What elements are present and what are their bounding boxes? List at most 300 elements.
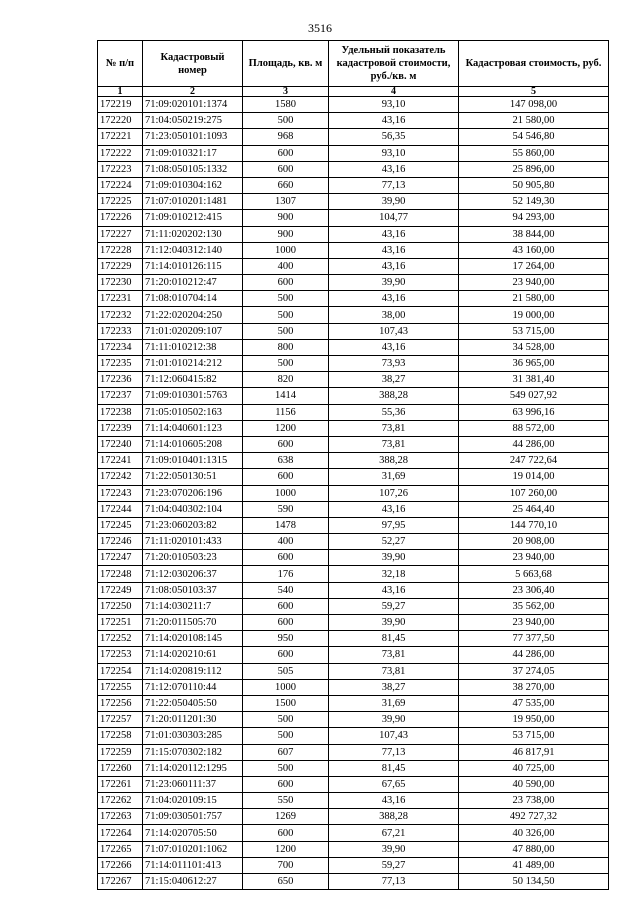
cadastral-value-cell: 25 464,40 (459, 501, 609, 517)
specific-value-cell: 77,13 (329, 874, 459, 890)
cadastral-value-cell: 19 950,00 (459, 712, 609, 728)
cadastral-number-cell: 71:14:040601:123 (143, 420, 243, 436)
cadastral-number-cell: 71:04:020109:15 (143, 793, 243, 809)
table-row (98, 129, 609, 145)
cadastral-number-cell: 71:14:011101:413 (143, 857, 243, 873)
cadastral-number-cell: 71:20:010503:23 (143, 550, 243, 566)
cadastral-value-cell: 17 264,00 (459, 258, 609, 274)
cadastral-value-cell: 50 134,50 (459, 874, 609, 890)
header-row-number: № п/п (98, 41, 143, 87)
specific-value-cell: 67,65 (329, 776, 459, 792)
cadastral-value-cell: 88 572,00 (459, 420, 609, 436)
cadastral-number-cell: 71:07:010201:1481 (143, 194, 243, 210)
specific-value-cell: 43,16 (329, 258, 459, 274)
column-number: 2 (143, 87, 243, 97)
table-row (98, 372, 609, 388)
cadastral-number-cell: 71:22:020204:250 (143, 307, 243, 323)
table-row (98, 275, 609, 291)
row-number-cell: 172225 (98, 194, 143, 210)
area-cell: 590 (243, 501, 329, 517)
cadastral-number-cell: 71:01:030303:285 (143, 728, 243, 744)
cadastral-number-cell: 71:08:050105:1332 (143, 161, 243, 177)
row-number-cell: 172223 (98, 161, 143, 177)
table-row (98, 841, 609, 857)
cadastral-value-cell: 20 908,00 (459, 534, 609, 550)
table-row (98, 631, 609, 647)
specific-value-cell: 56,35 (329, 129, 459, 145)
cadastral-number-cell: 71:07:010201:1062 (143, 841, 243, 857)
specific-value-cell: 73,81 (329, 420, 459, 436)
table-row (98, 550, 609, 566)
area-cell: 1500 (243, 695, 329, 711)
area-cell: 500 (243, 760, 329, 776)
area-cell: 900 (243, 210, 329, 226)
cadastral-number-cell: 71:14:020705:50 (143, 825, 243, 841)
cadastral-value-cell: 53 715,00 (459, 323, 609, 339)
cadastral-value-cell: 53 715,00 (459, 728, 609, 744)
specific-value-cell: 77,13 (329, 177, 459, 193)
table-row (98, 663, 609, 679)
specific-value-cell: 31,69 (329, 695, 459, 711)
header-cadastral-number: Кадастровый номер (143, 41, 243, 87)
row-number-cell: 172228 (98, 242, 143, 258)
area-cell: 1307 (243, 194, 329, 210)
table-row (98, 534, 609, 550)
row-number-cell: 172238 (98, 404, 143, 420)
specific-value-cell: 39,90 (329, 712, 459, 728)
area-cell: 600 (243, 598, 329, 614)
specific-value-cell: 81,45 (329, 760, 459, 776)
table-row (98, 517, 609, 533)
specific-value-cell: 43,16 (329, 582, 459, 598)
area-cell: 500 (243, 712, 329, 728)
cadastral-value-cell: 77 377,50 (459, 631, 609, 647)
header-row (98, 41, 609, 87)
cadastral-number-cell: 71:20:010212:47 (143, 275, 243, 291)
area-cell: 500 (243, 291, 329, 307)
row-number-cell: 172222 (98, 145, 143, 161)
specific-value-cell: 97,95 (329, 517, 459, 533)
header-area: Площадь, кв. м (243, 41, 329, 87)
table-row (98, 194, 609, 210)
area-cell: 600 (243, 825, 329, 841)
cadastral-number-cell: 71:11:020202:130 (143, 226, 243, 242)
row-number-cell: 172237 (98, 388, 143, 404)
specific-value-cell: 38,27 (329, 372, 459, 388)
cadastral-number-cell: 71:14:020112:1295 (143, 760, 243, 776)
row-number-cell: 172258 (98, 728, 143, 744)
specific-value-cell: 59,27 (329, 857, 459, 873)
area-cell: 650 (243, 874, 329, 890)
specific-value-cell: 388,28 (329, 809, 459, 825)
specific-value-cell: 73,93 (329, 356, 459, 372)
table-row (98, 145, 609, 161)
specific-value-cell: 39,90 (329, 194, 459, 210)
cadastral-value-cell: 40 590,00 (459, 776, 609, 792)
cadastral-number-cell: 71:12:030206:37 (143, 566, 243, 582)
specific-value-cell: 81,45 (329, 631, 459, 647)
cadastral-value-cell: 54 546,80 (459, 129, 609, 145)
row-number-cell: 172262 (98, 793, 143, 809)
specific-value-cell: 43,16 (329, 501, 459, 517)
table-row (98, 226, 609, 242)
cadastral-number-cell: 71:12:070110:44 (143, 679, 243, 695)
area-cell: 1156 (243, 404, 329, 420)
cadastral-value-cell: 23 306,40 (459, 582, 609, 598)
row-number-cell: 172251 (98, 615, 143, 631)
table-row (98, 404, 609, 420)
cadastral-number-cell: 71:08:010704:14 (143, 291, 243, 307)
row-number-cell: 172234 (98, 339, 143, 355)
table-row (98, 760, 609, 776)
area-cell: 1269 (243, 809, 329, 825)
row-number-cell: 172261 (98, 776, 143, 792)
area-cell: 1478 (243, 517, 329, 533)
cadastral-value-cell: 50 905,80 (459, 177, 609, 193)
cadastral-value-cell: 5 663,68 (459, 566, 609, 582)
specific-value-cell: 43,16 (329, 113, 459, 129)
area-cell: 1000 (243, 242, 329, 258)
area-cell: 600 (243, 615, 329, 631)
specific-value-cell: 107,43 (329, 728, 459, 744)
column-number: 3 (243, 87, 329, 97)
cadastral-value-cell: 21 580,00 (459, 113, 609, 129)
table-row (98, 388, 609, 404)
table-row (98, 825, 609, 841)
cadastral-value-cell: 25 896,00 (459, 161, 609, 177)
row-number-cell: 172243 (98, 485, 143, 501)
area-cell: 600 (243, 647, 329, 663)
row-number-cell: 172253 (98, 647, 143, 663)
cadastral-number-cell: 71:04:040302:104 (143, 501, 243, 517)
header-cadastral-value: Кадастровая стоимость, руб. (459, 41, 609, 87)
cadastral-value-cell: 19 014,00 (459, 469, 609, 485)
table-row (98, 177, 609, 193)
row-number-cell: 172260 (98, 760, 143, 776)
cadastral-number-cell: 71:05:010502:163 (143, 404, 243, 420)
cadastral-value-cell: 38 270,00 (459, 679, 609, 695)
table-row (98, 776, 609, 792)
specific-value-cell: 39,90 (329, 550, 459, 566)
cadastral-number-cell: 71:20:011505:70 (143, 615, 243, 631)
area-cell: 600 (243, 161, 329, 177)
area-cell: 600 (243, 550, 329, 566)
specific-value-cell: 73,81 (329, 436, 459, 452)
cadastral-number-cell: 71:14:010605:208 (143, 436, 243, 452)
table-row (98, 744, 609, 760)
cadastral-number-cell: 71:09:010304:162 (143, 177, 243, 193)
cadastral-number-cell: 71:14:010126:115 (143, 258, 243, 274)
cadastral-value-cell: 549 027,92 (459, 388, 609, 404)
row-number-cell: 172244 (98, 501, 143, 517)
cadastral-value-cell: 46 817,91 (459, 744, 609, 760)
table-row (98, 323, 609, 339)
cadastral-value-cell: 38 844,00 (459, 226, 609, 242)
cadastral-number-cell: 71:09:010321:17 (143, 145, 243, 161)
cadastral-number-cell: 71:23:050101:1093 (143, 129, 243, 145)
row-number-cell: 172245 (98, 517, 143, 533)
column-number: 1 (98, 87, 143, 97)
row-number-cell: 172235 (98, 356, 143, 372)
row-number-cell: 172254 (98, 663, 143, 679)
row-number-cell: 172265 (98, 841, 143, 857)
row-number-cell: 172250 (98, 598, 143, 614)
header-specific-value: Удельный показатель кадастровой стоимости, руб./кв. м (329, 41, 459, 87)
row-number-cell: 172242 (98, 469, 143, 485)
area-cell: 820 (243, 372, 329, 388)
cadastral-value-cell: 107 260,00 (459, 485, 609, 501)
column-number-row (98, 87, 609, 97)
row-number-cell: 172266 (98, 857, 143, 873)
area-cell: 500 (243, 307, 329, 323)
specific-value-cell: 39,90 (329, 275, 459, 291)
table-row (98, 679, 609, 695)
cadastral-value-cell: 247 722,64 (459, 453, 609, 469)
cadastral-value-cell: 44 286,00 (459, 647, 609, 663)
row-number-cell: 172236 (98, 372, 143, 388)
cadastral-value-cell: 41 489,00 (459, 857, 609, 873)
cadastral-number-cell: 71:22:050130:51 (143, 469, 243, 485)
area-cell: 500 (243, 323, 329, 339)
cadastral-number-cell: 71:09:010212:415 (143, 210, 243, 226)
cadastral-value-cell: 40 326,00 (459, 825, 609, 841)
area-cell: 800 (243, 339, 329, 355)
cadastral-value-cell: 23 940,00 (459, 275, 609, 291)
cadastral-value-cell: 23 738,00 (459, 793, 609, 809)
area-cell: 400 (243, 534, 329, 550)
specific-value-cell: 38,00 (329, 307, 459, 323)
table-row (98, 436, 609, 452)
row-number-cell: 172263 (98, 809, 143, 825)
table-row (98, 291, 609, 307)
specific-value-cell: 107,43 (329, 323, 459, 339)
table-header (98, 41, 609, 97)
cadastral-value-cell: 94 293,00 (459, 210, 609, 226)
page-number: 3516 (308, 21, 332, 35)
cadastral-value-cell: 19 000,00 (459, 307, 609, 323)
table-row (98, 598, 609, 614)
specific-value-cell: 43,16 (329, 291, 459, 307)
area-cell: 500 (243, 728, 329, 744)
row-number-cell: 172259 (98, 744, 143, 760)
cadastral-value-cell: 63 996,16 (459, 404, 609, 420)
cadastral-value-cell: 34 528,00 (459, 339, 609, 355)
area-cell: 505 (243, 663, 329, 679)
cadastral-value-cell: 147 098,00 (459, 97, 609, 113)
table-row (98, 615, 609, 631)
specific-value-cell: 39,90 (329, 615, 459, 631)
table-row (98, 339, 609, 355)
table-row (98, 420, 609, 436)
specific-value-cell: 93,10 (329, 145, 459, 161)
table-row (98, 566, 609, 582)
specific-value-cell: 388,28 (329, 388, 459, 404)
row-number-cell: 172224 (98, 177, 143, 193)
cadastral-value-cell: 144 770,10 (459, 517, 609, 533)
table-body (98, 97, 609, 890)
cadastral-value-cell: 52 149,30 (459, 194, 609, 210)
table-row (98, 307, 609, 323)
area-cell: 600 (243, 145, 329, 161)
table-row (98, 695, 609, 711)
table-row (98, 258, 609, 274)
area-cell: 600 (243, 436, 329, 452)
specific-value-cell: 67,21 (329, 825, 459, 841)
specific-value-cell: 73,81 (329, 663, 459, 679)
table-row (98, 97, 609, 113)
specific-value-cell: 73,81 (329, 647, 459, 663)
cadastral-number-cell: 71:14:020108:145 (143, 631, 243, 647)
cadastral-number-cell: 71:04:050219:275 (143, 113, 243, 129)
cadastral-number-cell: 71:01:020209:107 (143, 323, 243, 339)
table-row (98, 242, 609, 258)
area-cell: 176 (243, 566, 329, 582)
cadastral-number-cell: 71:01:010214:212 (143, 356, 243, 372)
specific-value-cell: 43,16 (329, 242, 459, 258)
row-number-cell: 172226 (98, 210, 143, 226)
row-number-cell: 172247 (98, 550, 143, 566)
cadastral-value-cell: 31 381,40 (459, 372, 609, 388)
column-number: 4 (329, 87, 459, 97)
row-number-cell: 172252 (98, 631, 143, 647)
cadastral-number-cell: 71:23:070206:196 (143, 485, 243, 501)
specific-value-cell: 93,10 (329, 97, 459, 113)
specific-value-cell: 43,16 (329, 339, 459, 355)
area-cell: 638 (243, 453, 329, 469)
cadastral-value-cell: 36 965,00 (459, 356, 609, 372)
table-row (98, 857, 609, 873)
specific-value-cell: 52,27 (329, 534, 459, 550)
specific-value-cell: 32,18 (329, 566, 459, 582)
specific-value-cell: 59,27 (329, 598, 459, 614)
table-row (98, 356, 609, 372)
cadastral-number-cell: 71:11:020101:433 (143, 534, 243, 550)
specific-value-cell: 388,28 (329, 453, 459, 469)
row-number-cell: 172264 (98, 825, 143, 841)
cadastral-value-cell: 44 286,00 (459, 436, 609, 452)
cadastral-value-cell: 55 860,00 (459, 145, 609, 161)
cadastral-number-cell: 71:12:040312:140 (143, 242, 243, 258)
area-cell: 968 (243, 129, 329, 145)
table-row (98, 453, 609, 469)
row-number-cell: 172246 (98, 534, 143, 550)
row-number-cell: 172219 (98, 97, 143, 113)
table-row (98, 582, 609, 598)
table-row (98, 793, 609, 809)
area-cell: 400 (243, 258, 329, 274)
cadastral-value-cell: 37 274,05 (459, 663, 609, 679)
area-cell: 600 (243, 469, 329, 485)
cadastral-value-cell: 40 725,00 (459, 760, 609, 776)
row-number-cell: 172257 (98, 712, 143, 728)
cadastral-number-cell: 71:12:060415:82 (143, 372, 243, 388)
specific-value-cell: 43,16 (329, 793, 459, 809)
cadastral-number-cell: 71:09:010401:1315 (143, 453, 243, 469)
table-row (98, 161, 609, 177)
cadastral-number-cell: 71:14:020210:61 (143, 647, 243, 663)
cadastral-value-cell: 23 940,00 (459, 615, 609, 631)
row-number-cell: 172239 (98, 420, 143, 436)
cadastral-number-cell: 71:15:070302:182 (143, 744, 243, 760)
cadastral-number-cell: 71:15:040612:27 (143, 874, 243, 890)
specific-value-cell: 38,27 (329, 679, 459, 695)
row-number-cell: 172267 (98, 874, 143, 890)
cadastral-value-cell: 21 580,00 (459, 291, 609, 307)
row-number-cell: 172231 (98, 291, 143, 307)
area-cell: 600 (243, 776, 329, 792)
cadastral-value-cell: 43 160,00 (459, 242, 609, 258)
area-cell: 500 (243, 113, 329, 129)
area-cell: 1000 (243, 679, 329, 695)
area-cell: 607 (243, 744, 329, 760)
row-number-cell: 172220 (98, 113, 143, 129)
cadastral-number-cell: 71:20:011201:30 (143, 712, 243, 728)
row-number-cell: 172241 (98, 453, 143, 469)
cadastral-number-cell: 71:14:030211:7 (143, 598, 243, 614)
specific-value-cell: 43,16 (329, 226, 459, 242)
row-number-cell: 172248 (98, 566, 143, 582)
row-number-cell: 172232 (98, 307, 143, 323)
cadastral-value-cell: 23 940,00 (459, 550, 609, 566)
row-number-cell: 172249 (98, 582, 143, 598)
specific-value-cell: 39,90 (329, 841, 459, 857)
cadastral-value-table (97, 40, 609, 890)
specific-value-cell: 107,26 (329, 485, 459, 501)
cadastral-number-cell: 71:09:030501:757 (143, 809, 243, 825)
cadastral-value-cell: 35 562,00 (459, 598, 609, 614)
table-row (98, 874, 609, 890)
specific-value-cell: 104,77 (329, 210, 459, 226)
area-cell: 950 (243, 631, 329, 647)
cadastral-number-cell: 71:11:010212:38 (143, 339, 243, 355)
area-cell: 1200 (243, 420, 329, 436)
area-cell: 1200 (243, 841, 329, 857)
area-cell: 500 (243, 356, 329, 372)
area-cell: 700 (243, 857, 329, 873)
table-row (98, 728, 609, 744)
row-number-cell: 172229 (98, 258, 143, 274)
area-cell: 540 (243, 582, 329, 598)
specific-value-cell: 31,69 (329, 469, 459, 485)
table-row (98, 469, 609, 485)
column-number: 5 (459, 87, 609, 97)
cadastral-number-cell: 71:09:020101:1374 (143, 97, 243, 113)
row-number-cell: 172221 (98, 129, 143, 145)
area-cell: 660 (243, 177, 329, 193)
table-row (98, 210, 609, 226)
row-number-cell: 172256 (98, 695, 143, 711)
specific-value-cell: 43,16 (329, 161, 459, 177)
cadastral-value-cell: 47 880,00 (459, 841, 609, 857)
row-number-cell: 172233 (98, 323, 143, 339)
cadastral-number-cell: 71:23:060203:82 (143, 517, 243, 533)
cadastral-value-cell: 47 535,00 (459, 695, 609, 711)
area-cell: 1414 (243, 388, 329, 404)
cadastral-value-cell: 492 727,32 (459, 809, 609, 825)
table-row (98, 113, 609, 129)
cadastral-number-cell: 71:08:050103:37 (143, 582, 243, 598)
area-cell: 550 (243, 793, 329, 809)
specific-value-cell: 77,13 (329, 744, 459, 760)
row-number-cell: 172227 (98, 226, 143, 242)
area-cell: 600 (243, 275, 329, 291)
area-cell: 900 (243, 226, 329, 242)
area-cell: 1580 (243, 97, 329, 113)
row-number-cell: 172255 (98, 679, 143, 695)
specific-value-cell: 55,36 (329, 404, 459, 420)
table-row (98, 501, 609, 517)
row-number-cell: 172240 (98, 436, 143, 452)
